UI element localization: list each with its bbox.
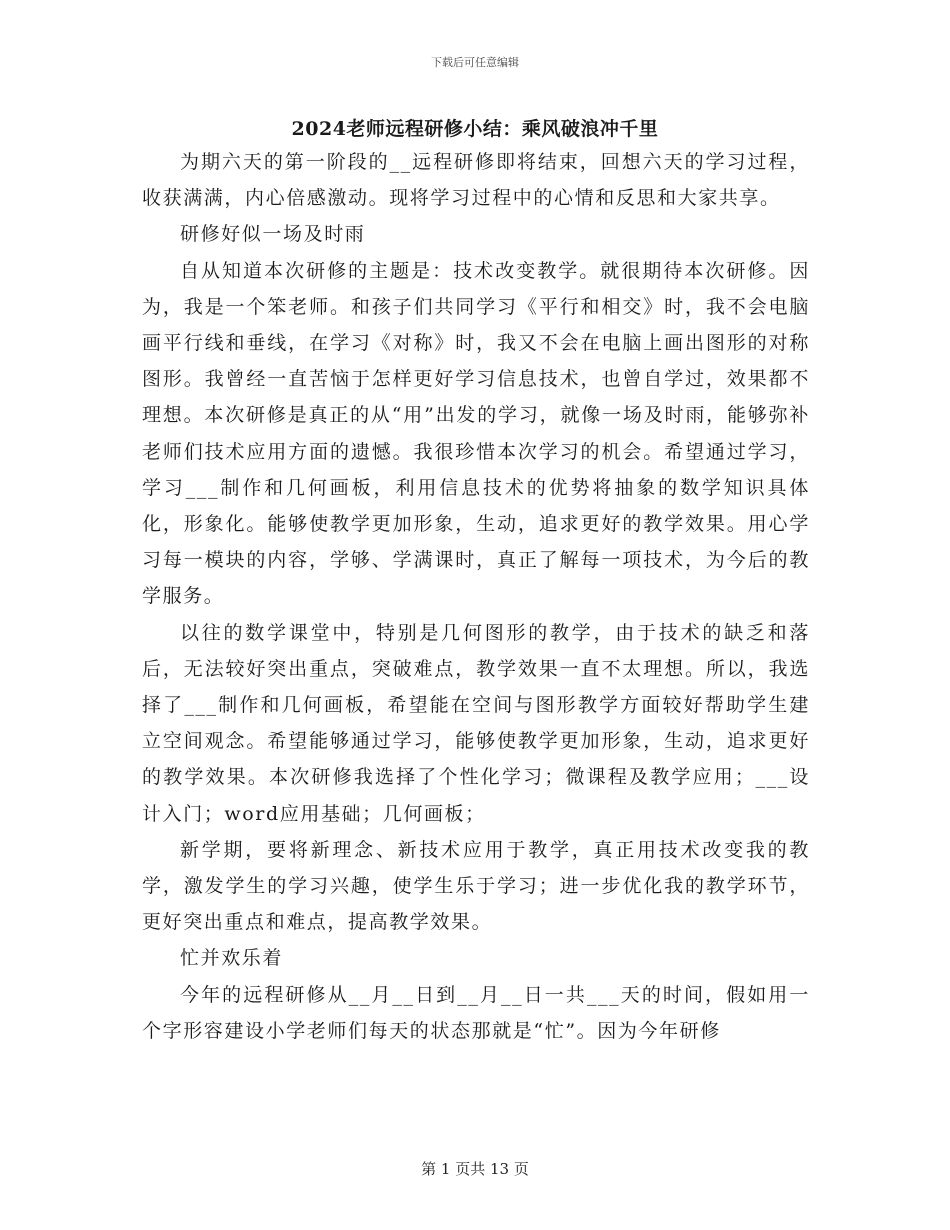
section-heading-busy-happy: 忙并欢乐着 xyxy=(180,947,284,970)
paragraph-intro: 为期六天的第一阶段的__远程研修即将结束，回想六天的学习过程，收获满满，内心倍感激动。现将学习过程中的心情和反思和大家共享。 xyxy=(142,151,810,210)
section-heading-timely-rain: 研修好似一场及时雨 xyxy=(180,223,366,246)
paragraph-new-semester: 新学期，要将新理念、新技术应用于教学，真正用技术改变我的教学，激发学生的学习兴趣，使学生乐于学习；进一步优化我的教学环节，更好突出重点和难点，提高教学效果。 xyxy=(142,838,810,934)
document-title: 2024老师远程研修小结：乘风破浪冲千里 xyxy=(291,118,659,140)
paragraph-motivation: 自从知道本次研修的主题是：技术改变教学。就很期待本次研修。因为，我是一个笨老师。和孩子们共同学习《平行和相交》时，我不会电脑画平行线和垂线，在学习《对称》时，我又不会在电脑上画出图形的对称图形。我曾经一直苦恼于怎样更好学习信息技术，也曾自学过，效果都不理想。本次研修是真正的从“用”出发的学习，就像一场及时雨，能够弥补老师们技术应用方面的遗憾。我很珍惜本次学习的机会。希望通过学习，学习___制作和几何画板，利用信息技术的优势将抽象的数学知识具体化，形象化。能够使教学更加形象，生动，追求更好的教学效果。用心学习每一模块的内容，学够、学满课时，真正了解每一项技术，为今后的教学服务。 xyxy=(142,259,810,608)
paragraph-past-classroom: 以往的数学课堂中，特别是几何图形的教学，由于技术的缺乏和落后，无法较好突出重点，突破难点，教学效果一直不太理想。所以，我选择了___制作和几何画板，希望能在空间与图形教学方面较好帮助学生建立空间观念。希望能够通过学习，能够使教学更加形象，生动，追求更好的教学效果。本次研修我选择了个性化学习；微课程及教学应用；___设计入门；word应用基础；几何画板； xyxy=(142,621,810,825)
paragraph-schedule: 今年的远程研修从__月__日到__月__日一共___天的时间，假如用一个字形容建设小学老师们每天的状态那就是“忙”。因为今年研修 xyxy=(142,983,810,1042)
page-footer: 第 1 页共 13 页 xyxy=(421,1160,529,1178)
header-note: 下载后可任意编辑 xyxy=(431,56,519,69)
document-body xyxy=(142,144,810,1049)
